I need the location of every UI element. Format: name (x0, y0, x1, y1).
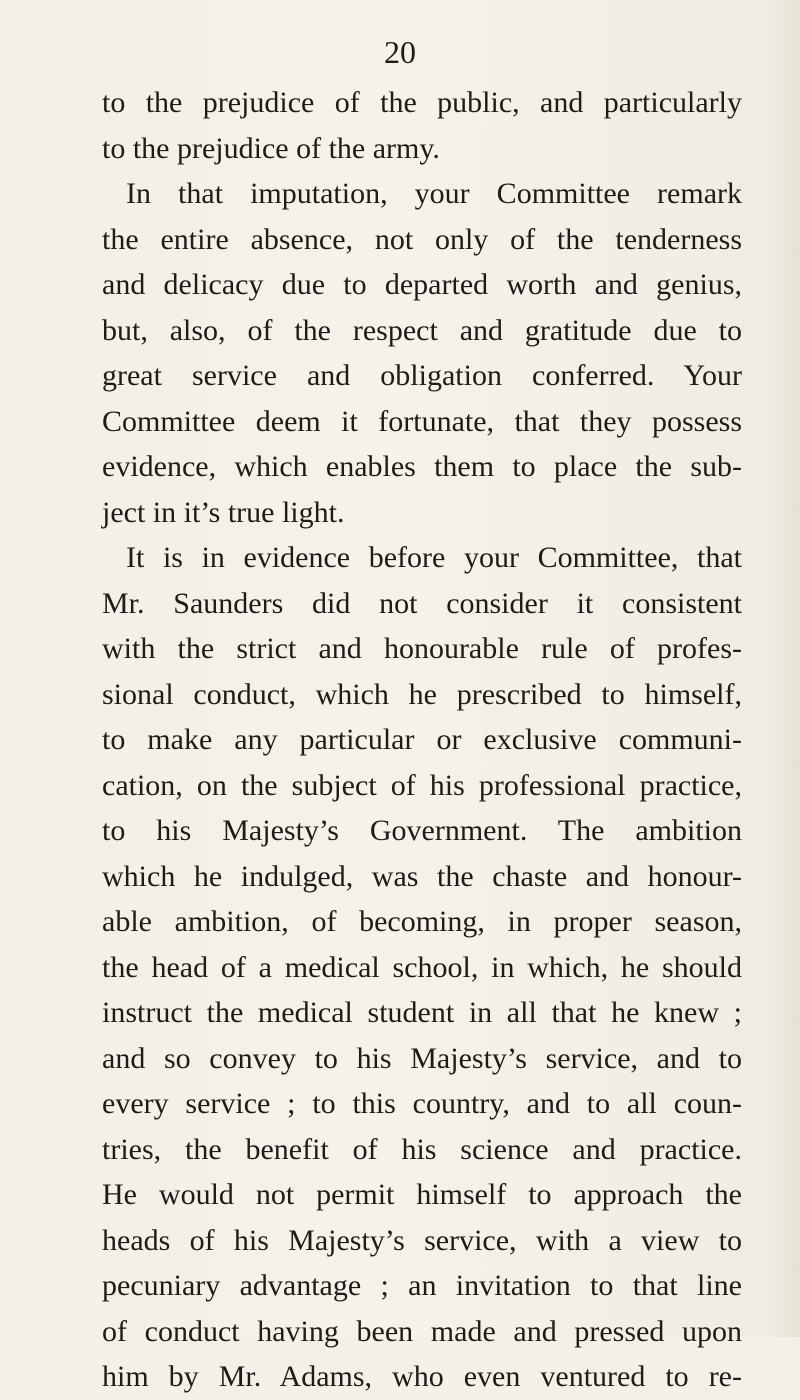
text-line: of conduct having been made and pressed upon (102, 1314, 742, 1348)
text-line: tries, the benefit of his science and practice. (102, 1132, 742, 1166)
text-line: It is in evidence before your Committee, that (126, 541, 742, 574)
text-line: to the prejudice of the army. (102, 131, 440, 165)
text-line: great service and obligation conferred. Your (102, 359, 742, 392)
text-line: ject in it’s true light. (102, 495, 345, 529)
text-line: pecuniary advantage ; an invitation to that line (102, 1269, 742, 1302)
text-line: sional conduct, which he prescribed to himself, (102, 677, 742, 711)
text-line: evidence, which enables them to place the sub- (102, 450, 742, 483)
text-line: to the prejudice of the public, and particularly (102, 86, 742, 119)
text-line: the entire absence, not only of the tenderness (102, 222, 742, 256)
text-line: but, also, of the respect and gratitude due to (102, 313, 742, 347)
text-line: Mr. Saunders did not consider it consistent (102, 586, 742, 620)
text-line: to make any particular or exclusive communi- (102, 723, 742, 756)
text-line: He would not permit himself to approach the (102, 1178, 742, 1211)
text-line: the head of a medical school, in which, he should (102, 950, 742, 984)
text-line: In that imputation, your Committee remark (126, 177, 742, 210)
text-line: and so convey to his Majesty’s service, and to (102, 1041, 742, 1075)
text-line: with the strict and honourable rule of profes- (102, 632, 742, 665)
text-line: to his Majesty’s Government. The ambition (102, 814, 742, 847)
text-line: him by Mr. Adams, who even ventured to re- (102, 1360, 742, 1393)
text-line: Committee deem it fortunate, that they possess (102, 404, 742, 438)
page-number: 20 (384, 34, 416, 70)
text-line: which he indulged, was the chaste and honour- (102, 859, 742, 893)
text-line: instruct the medical student in all that he knew ; (102, 996, 742, 1029)
text-line: heads of his Majesty’s service, with a view to (102, 1223, 742, 1257)
text-line: able ambition, of becoming, in proper season, (102, 905, 742, 938)
text-line: every service ; to this country, and to all coun- (102, 1087, 742, 1120)
body-text (102, 80, 742, 1400)
text-line: and delicacy due to departed worth and genius, (102, 268, 742, 301)
text-line: cation, on the subject of his professional practice, (102, 768, 742, 802)
